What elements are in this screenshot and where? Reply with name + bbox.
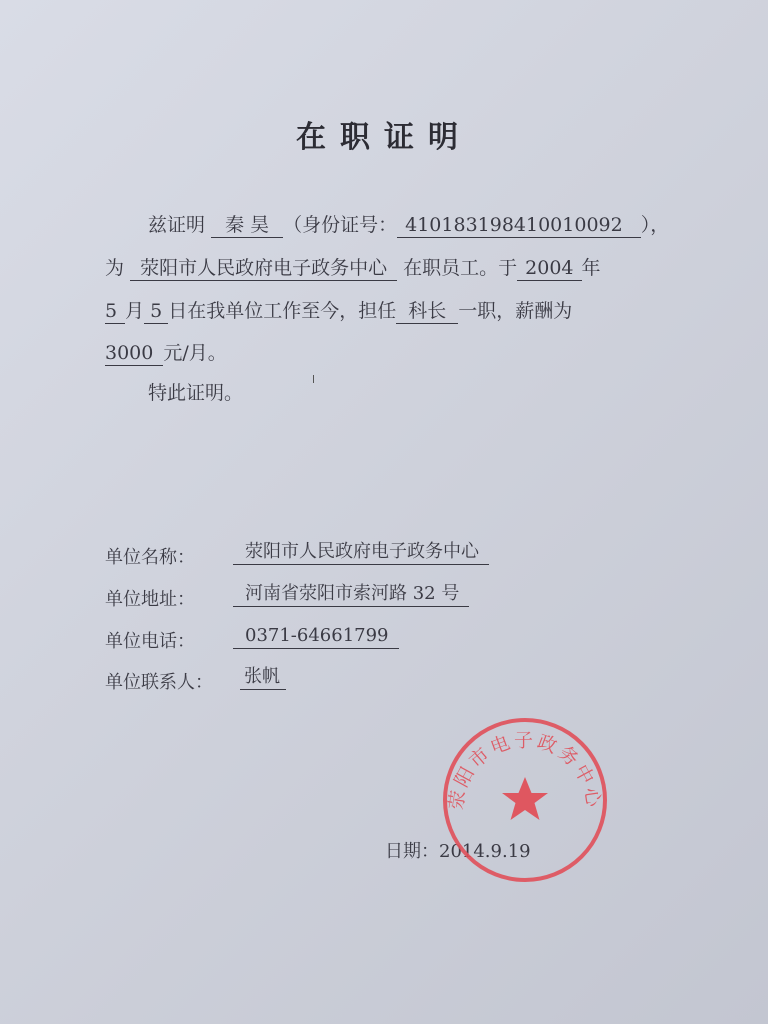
- org-name-label: 单位名称：: [105, 547, 195, 568]
- org-phone-label: 单位电话：: [105, 631, 195, 652]
- start-year: 2004: [517, 258, 581, 281]
- job-position: 科长: [396, 301, 458, 324]
- org-address-label: 单位地址：: [105, 589, 195, 610]
- official-seal: [440, 715, 610, 885]
- org-contact-label: 单位联系人：: [105, 672, 213, 693]
- start-day: 5: [144, 301, 168, 324]
- employee-name: 秦 昊: [211, 215, 283, 238]
- org-contact-value: 张帆: [240, 667, 286, 690]
- salary-unit: 元/月。: [163, 342, 227, 364]
- employee-status: 在职员工。于: [403, 257, 518, 279]
- month-unit: 月: [125, 300, 145, 322]
- for-prefix: 为: [105, 257, 125, 279]
- paragraph-line-2: [105, 253, 601, 281]
- seal-text: 荥阳市电子政务中心: [445, 729, 605, 812]
- paper-mark: [313, 375, 314, 383]
- paragraph-line-1: [148, 210, 669, 238]
- start-month: 5: [105, 301, 125, 324]
- date-value: 2014.9.19: [439, 841, 531, 862]
- id-close: ），: [640, 214, 670, 236]
- employer-name: 荥阳市人民政府电子政务中心: [130, 258, 397, 281]
- paragraph-line-3: [105, 296, 572, 324]
- salary-amount: 3000: [105, 343, 163, 366]
- closing-statement: 特此证明。: [148, 382, 244, 404]
- org-address-value: 河南省荥阳市索河路 32 号: [233, 584, 469, 607]
- date-label: 日期：: [385, 841, 439, 862]
- year-unit: 年: [581, 257, 601, 279]
- paragraph-line-4: [105, 338, 227, 366]
- tenure-text: 日在我单位工作至今，担任: [168, 300, 397, 322]
- star-icon: [502, 777, 548, 820]
- org-phone-value: 0371-64661799: [233, 626, 399, 649]
- certify-prefix: 兹证明: [148, 214, 206, 236]
- id-number: 410183198410010092: [397, 215, 641, 238]
- document-title: 在职证明: [296, 120, 472, 155]
- salary-prefix: 一职，薪酬为: [458, 300, 573, 322]
- id-label: （身份证号：: [283, 214, 398, 236]
- org-name-value: 荥阳市人民政府电子政务中心: [233, 542, 489, 565]
